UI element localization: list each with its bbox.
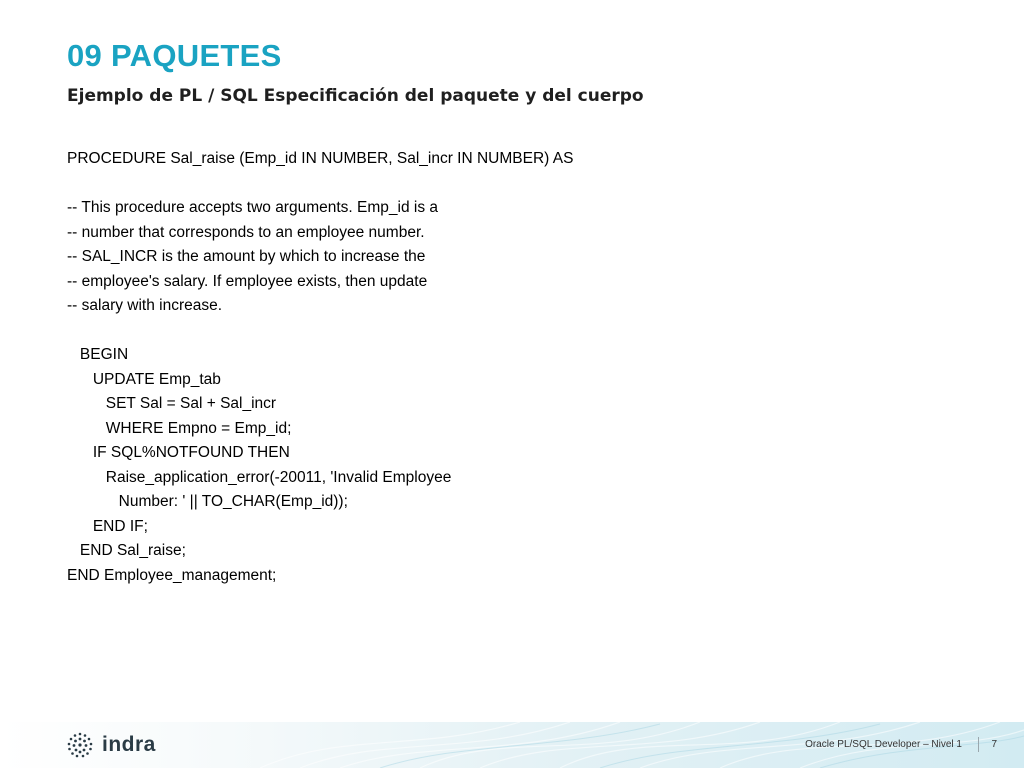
code-line: Number: ' || TO_CHAR(Emp_id)); (67, 493, 348, 510)
brand-logo (66, 731, 156, 759)
code-line: BEGIN (67, 346, 129, 363)
code-line: -- number that corresponds to an employee number. (67, 223, 425, 241)
code-line: END IF; (67, 517, 148, 535)
page-number: 7 (991, 739, 997, 750)
code-line: PROCEDURE Sal_raise (Emp_id IN NUMBER, Sal_incr IN NUMBER) AS (67, 150, 574, 167)
code-line: -- salary with increase. (67, 297, 223, 314)
code-line: END Employee_management; (67, 566, 277, 584)
slide-footer (0, 722, 1024, 768)
slide-title: 09 PAQUETES (67, 38, 282, 73)
code-block (67, 147, 967, 588)
slide-subtitle: Ejemplo de PL / SQL Especificación del paquete y del cuerpo (67, 86, 644, 106)
code-line: END Sal_raise; (67, 542, 186, 559)
brand-name: indra (102, 733, 156, 756)
code-line: Raise_application_error(-20011, 'Invalid Employee (67, 468, 452, 486)
code-line: IF SQL%NOTFOUND THEN (67, 444, 290, 461)
indra-logo-icon (66, 731, 94, 759)
code-line (67, 319, 967, 344)
code-line: UPDATE Emp_tab (67, 370, 221, 388)
code-line: WHERE Empno = Emp_id; (67, 419, 292, 437)
code-line: -- SAL_INCR is the amount by which to increase the (67, 248, 426, 265)
code-line: -- This procedure accepts two arguments. Emp_id is a (67, 199, 439, 216)
footer-divider (978, 737, 979, 752)
code-line (67, 172, 967, 197)
code-line: -- employee's salary. If employee exists, then update (67, 272, 428, 290)
code-line: SET Sal = Sal + Sal_incr (67, 395, 277, 412)
footer-caption: Oracle PL/SQL Developer – Nivel 1 (805, 739, 962, 750)
